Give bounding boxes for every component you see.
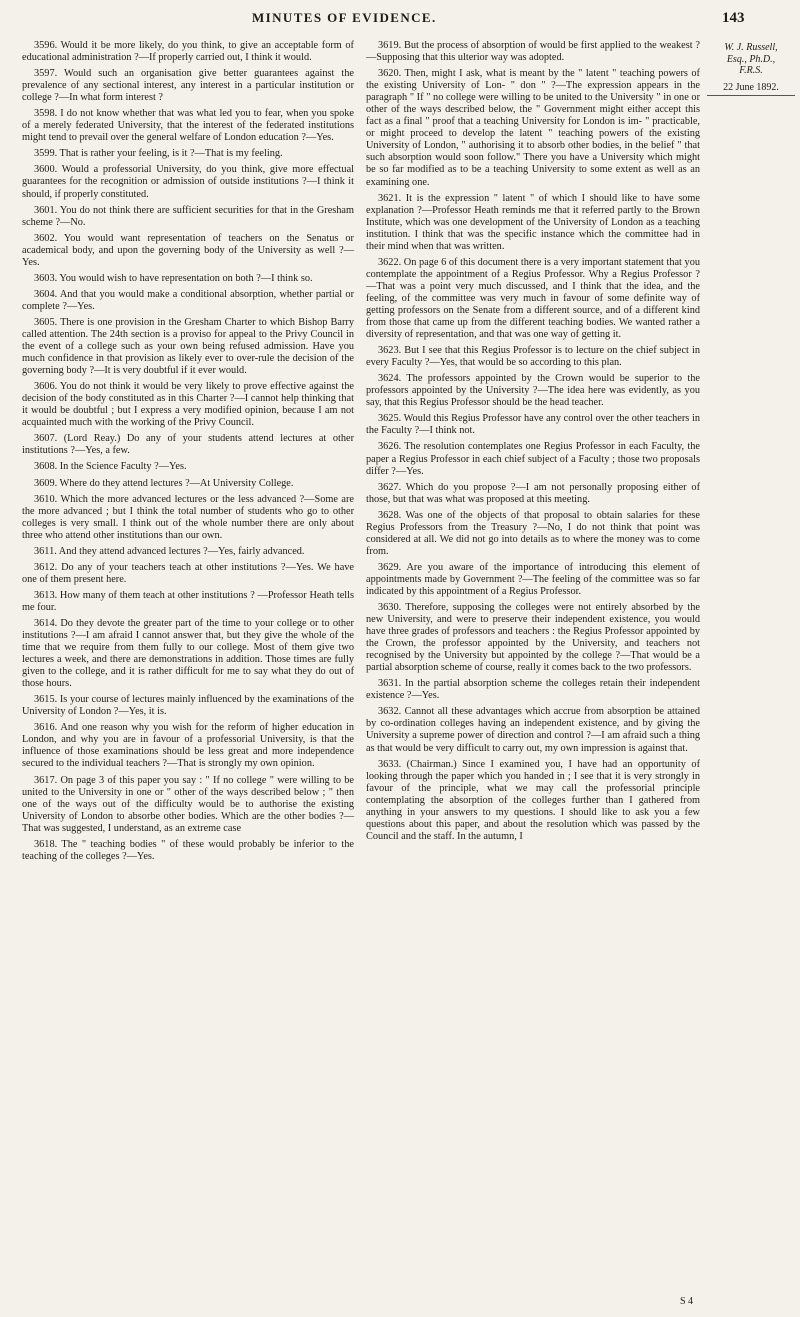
paragraph-3597: 3597. Would such an organisation give better guarantees against the prevalence of any sectional interest, any interest in a particular institution or college ?—In what form interest ? — [22, 68, 354, 104]
paragraph-3614: 3614. Do they devote the greater part of the time to your college or to other institutions ?—I am afraid I cannot answer that, but they give the whole of the time that we require from them fully to our college. Most of them give two lectures a week, and there are demonstrations in addition. Those times are fully given to the college, and it is rather difficult for me to say what they do out of those hours. — [22, 617, 354, 690]
paragraph-3613: 3613. How many of them teach at other institutions ? —Professor Heath tells me four. — [22, 589, 354, 613]
paragraph-3607: 3607. (Lord Reay.) Do any of your students attend lectures at other institutions ?—Yes, a few. — [22, 433, 354, 457]
paragraph-3600: 3600. Would a professorial University, do you think, give more effectual guarantees for the recognition or admission of outside institutions ?—I think it should, if properly constituted. — [22, 164, 354, 200]
paragraph-3611: 3611. And they attend advanced lectures ?—Yes, fairly advanced. — [34, 545, 305, 557]
paragraph-3601: 3601. You do not think there are sufficient securities for that in the Gresham scheme ?—No. — [22, 204, 354, 228]
paragraph-3629: 3629. Are you aware of the importance of introducing this element of appointments made by Government ?—The feeling of the committee was so far indicated by this appointment of a Regius Professor. — [366, 561, 700, 597]
paragraph-3599: 3599. That is rather your feeling, is it ?—That is my feeling. — [34, 148, 283, 160]
paragraph-3632: 3632. Cannot all these advantages which accrue from absorption be attained by co-ordination colleges having an independent existence, and by giving the University a supreme power of direction and control ?—I am afraid such a thing as that would be very difficult to carry out, my own impression is against that. — [366, 706, 700, 754]
signature-mark: S 4 — [680, 1296, 694, 1307]
running-title: MINUTES OF EVIDENCE. — [252, 10, 437, 25]
page-number: 143 — [722, 10, 745, 26]
paragraph-3610: 3610. Which the more advanced lectures or the less advanced ?—Some are the more advanced ; but I think the total number of students who go to other colleges is very small. I think out of the whole number there are only about three who attend other institutions than our own. — [22, 493, 354, 541]
paragraph-3605: 3605. There is one provision in the Gresham Charter to which Bishop Barry called attention. The 24th section is a proviso for appeal to the Privy Council in the event of a college such as your own being refused admission. Have you much confidence in that provision as likely ever to over-rule the decision of the governing body ?—It is very doubtful if it ever would. — [22, 316, 354, 377]
running-head — [0, 10, 800, 28]
paragraph-3603: 3603. You would wish to have representation on both ?—I think so. — [34, 272, 313, 284]
left-column — [22, 40, 354, 867]
paragraph-3617: 3617. On page 3 of this paper you say : " If no college " were willing to be united to the University in one or " other of the ways described below ; " then one of the ways out of the difficulty would be to authorise the existing University of London to absorbe other bodies. Which are the other bodies ?—That was suggested, I understand, as an extreme case — [22, 774, 354, 834]
paragraph-3625: 3625. Would this Regius Professor have any control over the other teachers in the Faculty ?—I think not. — [366, 413, 700, 437]
paragraph-3612: 3612. Do any of your teachers teach at other institutions ?—Yes. We have one of them present here. — [22, 561, 354, 585]
paragraph-3619: 3619. But the process of absorption of would be first applied to the weakest ?—Supposing that this ulterior way was adopted. — [366, 40, 700, 64]
paragraph-3596: 3596. Would it be more likely, do you think, to give an acceptable form of educational administration ?—If properly carried out, I think it would. — [22, 40, 354, 64]
paragraph-3615: 3615. Is your course of lectures mainly influenced by the examinations of the University of London ?—Yes, it is. — [22, 694, 354, 718]
paragraph-3623: 3623. But I see that this Regius Professor is to lecture on the chief subject in every Faculty ?—Yes, that would be so according to this plan. — [366, 345, 700, 369]
paragraph-3620: 3620. Then, might I ask, what is meant by the " latent " teaching powers of the existing University of Lon- " don " ?—The expression appears in the paragraph " If " no college were willing to be united to the University " in one or other of the ways described below, the " Government might either accept this fact as a final " proof that a teaching University for London is im- " practicable, or might proceed to develop the latent " teaching powers of the existing University of London, " authorising it to absorb other bodies, in the belief " that such absorption would soon follow." There you have a University which might be so far modified as to be a teaching University to some extent as well as an examining one. — [366, 68, 700, 188]
witness-degrees: Esq., Ph.D., — [726, 53, 776, 65]
paragraph-3626: 3626. The resolution contemplates one Regius Professor in each Faculty, the paper a Regius Professor in each chief subject of a Faculty ; those two proposals differ ?—Yes. — [366, 441, 700, 477]
paragraph-3628: 3628. Was one of the objects of that proposal to obtain salaries for these Regius Professors from the Treasury ?—No, I do not think that point was considered at all. We did not go into details as to where the money was to come from. — [366, 509, 700, 557]
paragraph-3602: 3602. You would want representation of teachers on the Senatus or academical body, and upon the governing body of the University as well ?—Yes. — [22, 232, 354, 268]
paragraph-3627: 3627. Which do you propose ?—I am not personally proposing either of those, but that was what was proposed at this meeting. — [366, 481, 700, 505]
paragraph-3609: 3609. Where do they attend lectures ?—At University College. — [34, 477, 294, 489]
paragraph-3621: 3621. It is the expression " latent " of which I should like to have some explanation ?—Professor Heath reminds me that it referred partly to the Brown Institute, which was one development of the University of London as a teaching institution. I think that was the specific instance which the committee had in their mind when that was written. — [366, 192, 700, 252]
right-column — [366, 40, 700, 847]
paragraph-3616: 3616. And one reason why you wish for the reform of higher education in London, and why you are in favour of a professorial University, is that the influence of those examinations should be less great and more independence secured to the individual teachers ?—That is strongly my own opinion. — [22, 722, 354, 770]
paragraph-3631: 3631. In the partial absorption scheme the colleges retain their independent existence ?—Yes. — [366, 678, 700, 702]
paragraph-3622: 3622. On page 6 of this document there is a very important statement that you contemplate the appointment of a Regius Professor. Why a Regius Professor ? —That was a point very much discussed, and I think that the idea, and the feeling, of the committee was very much in favour of some definite way of getting professors on the Senate from a different source, and of a different kind from those that came up from the different teaching bodies. We wanted rather a diversity of representation, and that was one way of getting it. — [366, 256, 700, 341]
paragraph-3633: 3633. (Chairman.) Since I examined you, I have had an opportunity of looking through the paper which you handed in ; I see that it is very strongly in favour of the principle, what we may call the professorial principle contemplating the absorption of the colleges further than I gathered from anything in your answers to my questions. I should like to ask you a few questions about this paper, and about the resolution which was passed by the Council and the staff. In the autumn, I — [366, 758, 700, 842]
paragraph-3606: 3606. You do not think it would be very likely to prove effective against the decision of the body constituted as in this Charter ?—I cannot help thinking that it would be doubtful ; but I express a very modified opinion, because I am not acquainted much with the working of the Privy Council. — [22, 381, 354, 429]
evidence-date: 22 June 1892. — [707, 82, 795, 97]
margin-note — [707, 42, 795, 96]
witness-fellowship: F.R.S. — [739, 65, 763, 76]
paragraph-3598: 3598. I do not know whether that was what led you to fear, when you spoke of a merely federated University, that the interest of the federated institutions might tend to prevail over the general welfare of London education ?—Yes. — [22, 108, 354, 144]
witness-name: W. J. Russell, — [724, 42, 778, 53]
paragraph-3608: 3608. In the Science Faculty ?—Yes. — [34, 461, 187, 473]
paragraph-3624: 3624. The professors appointed by the Crown would be superior to the professors appointed by the University ?—The idea here was evidently, as you say, that this Regius Professor should be the head teacher. — [366, 373, 700, 409]
paragraph-3604: 3604. And that you would make a conditional absorption, whether partial or complete ?—Yes. — [22, 288, 354, 312]
paragraph-3630: 3630. Therefore, supposing the colleges were not entirely absorbed by the new University, and were to preserve their independent existence, you would have three grades of professors and teachers : the Regius Professor appointed by the Crown, the professor appointed by the University, and teachers not recognised by the University but appointed by the college ?—That would be a partial absorption scheme of course, really it comes back to the two professors. — [366, 602, 700, 674]
paragraph-3618: 3618. The " teaching bodies " of these would probably be inferior to the teaching of the colleges ?—Yes. — [22, 838, 354, 862]
